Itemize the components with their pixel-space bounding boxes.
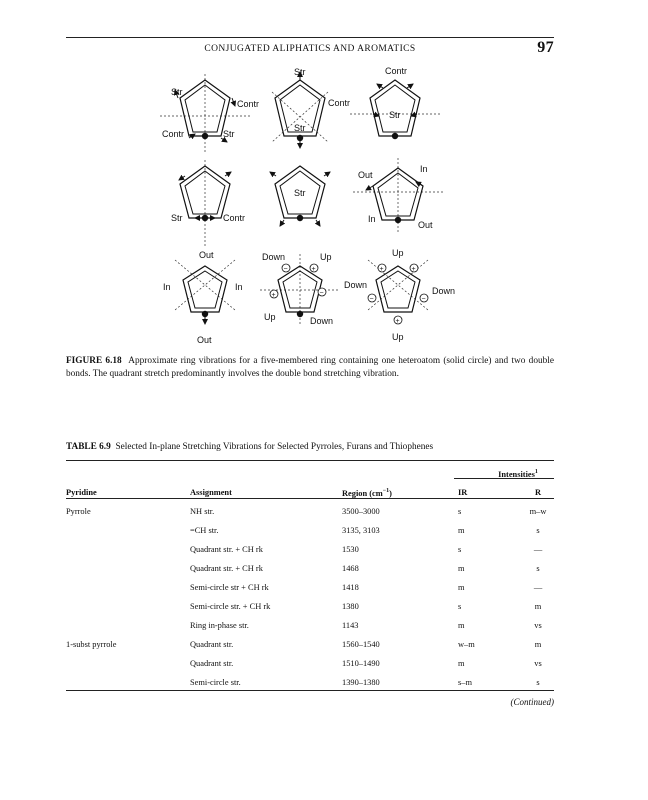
table-row: 1-subst pyrrole Quadrant str. 1560–1540 w–m m [66,640,542,649]
svg-text:−: − [319,290,324,297]
fig-label: Up [392,332,404,342]
table-row: =CH str. 3135, 3103 m s [190,526,540,535]
page-number: 97 [537,39,554,56]
fig-label: Down [432,286,456,296]
data-table [66,464,554,692]
col-header: Assignment [190,488,232,497]
intensities-header: Intensities$^1$ [498,468,538,479]
fig-label: Contr [223,213,246,223]
ring-diagram [353,158,443,232]
ring-diagram [260,252,340,326]
fig-label: Contr [385,66,408,76]
table-row: Semi-circle str. + CH rk 1380 s m [190,602,542,611]
top-rule [66,37,554,38]
svg-text:+: + [271,292,276,299]
figure-caption [66,355,554,380]
table-row: Pyrrole NH str. 3500–3000 s m–w [66,507,547,516]
svg-text:−: − [283,266,288,273]
table-title-text: Selected In-plane Stretching Vibrations for Selected Pyrroles, Furans and Thiophenes [115,442,434,452]
fig-label: In [163,282,171,292]
fig-label: Str [389,110,401,120]
table-row: Quadrant str. 1510–1490 m vs [190,659,542,668]
svg-text:−: − [421,296,426,303]
table-row: Ring in-phase str. 1143 m vs [190,621,542,630]
ring-diagram [350,66,440,139]
table-row: Semi-circle str + CH rk 1418 m — [190,583,543,592]
svg-text:+: + [379,266,384,273]
caption-text: Approximate ring vibrations for a five-membered ring containing one heteroatom (solid circle) and two double bonds. The quadrant stretch predominantly involves the double bond stretching vibration. [66,356,554,379]
col-header: IR [458,488,468,497]
fig-label: Down [344,280,368,290]
running-head [66,39,554,58]
table-row: Quadrant str. + CH rk 1468 m s [190,564,540,573]
col-header-region: Region $(cm^{-1})$ [342,487,392,498]
table-row: Quadrant str. + CH rk 1530 s — [190,545,543,554]
running-head-title: CONJUGATED ALIPHATICS AND AROMATICS [204,44,416,54]
fig-label: Str [294,67,306,77]
fig-label: Str [294,123,306,133]
fig-label: Up [264,312,276,322]
svg-text:+: + [395,318,400,325]
col-header: Pyridine [66,488,97,497]
fig-label: Str [171,213,183,223]
fig-label: Out [199,250,214,260]
ring-diagram [171,160,245,248]
fig-label: Down [262,252,286,262]
fig-label: Contr [237,99,260,109]
table-title [66,442,554,452]
table-header-row [66,483,554,502]
fig-label: Up [320,252,332,262]
continued-note: (Continued) [510,697,554,707]
ring-diagram [344,248,455,342]
fig-label: Out [418,220,433,230]
ring-diagrams-svg [150,62,470,352]
table-header-row-1 [66,464,554,483]
col-header: R [534,488,542,497]
fig-label: Out [358,170,373,180]
table-row: Semi-circle str. 1390–1380 s–m s [190,678,540,687]
figure-label: FIGURE 6.18 [66,356,122,366]
table-top-rule [66,460,554,461]
fig-label: Str [223,129,235,139]
ring-diagram [270,166,330,226]
svg-text:−: − [369,296,374,303]
fig-label: Down [310,316,334,326]
table-label: TABLE 6.9 [66,442,111,452]
fig-label: Str [294,188,306,198]
ring-vibration-figure [150,62,470,352]
fig-label: Str [171,87,183,97]
ring-diagram [160,74,259,154]
fig-label: In [368,214,376,224]
svg-text:+: + [411,266,416,273]
ring-diagram [272,67,350,148]
fig-label: In [235,282,243,292]
fig-label: Contr [328,98,351,108]
ring-diagram [163,250,243,345]
fig-label: In [420,164,428,174]
fig-label: Out [197,335,212,345]
fig-label: Up [392,248,404,258]
svg-text:+: + [311,266,316,273]
fig-label: Contr [162,129,185,139]
